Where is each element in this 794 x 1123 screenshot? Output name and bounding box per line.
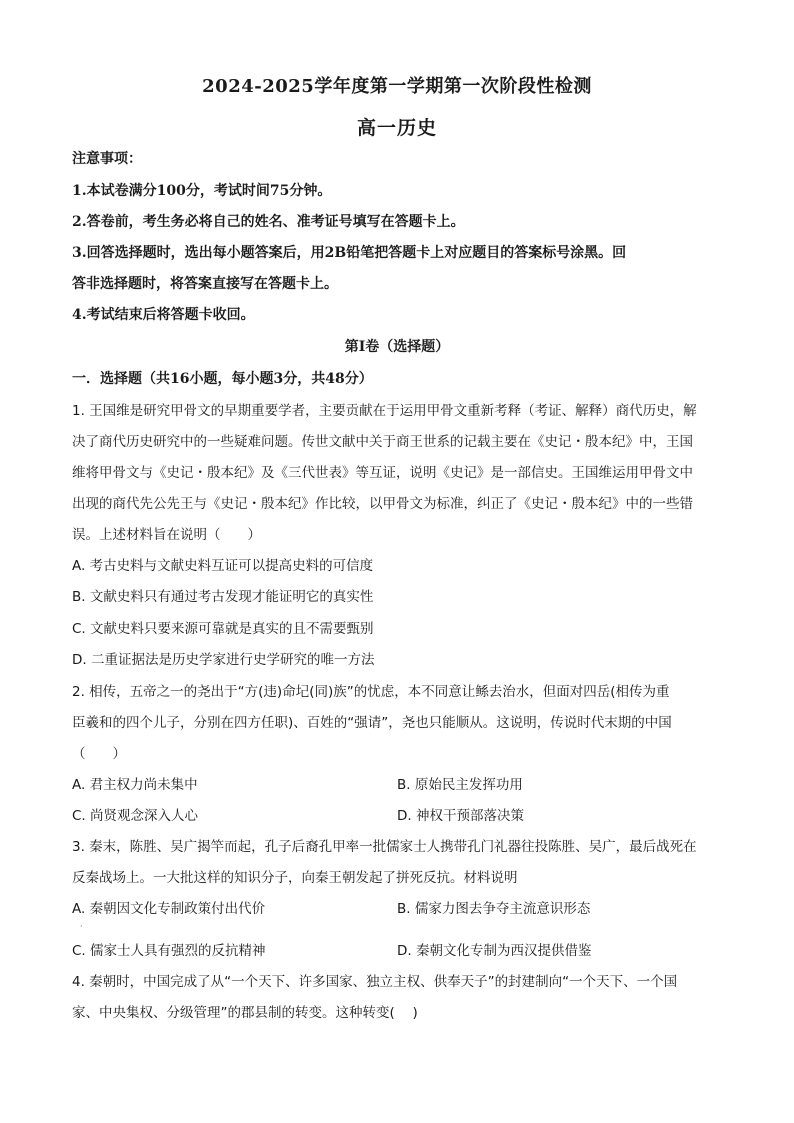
option-b: B. 儒家力图去争夺主流意识形态	[397, 901, 591, 917]
option-d: D. 二重证据法是历史学家进行史学研究的唯一方法	[72, 652, 375, 668]
question-line: 家、中央集权、分级管理”的郡县制的转变。这种转变( )	[72, 1005, 418, 1021]
question-line: 反秦战场上。一大批这样的知识分子，向秦王朝发起了拼死反抗。材料说明	[72, 870, 518, 886]
option-a: A. 考古史料与文献史料互证可以提高史料的可信度	[72, 558, 374, 574]
exam-title: 2024-2025学年度第一学期第一次阶段性检测	[202, 76, 592, 97]
question-line: 3. 秦末，陈胜、吴广揭竿而起，孔子后裔孔甲率一批儒家士人携带孔门礼器往投陈胜、吴广，最后战死在	[72, 839, 697, 855]
question-line: 2. 相传，五帝之一的尧出于“方(违)命圮(同)族”的忧虑，本不同意让鲧去治水，但面对四岳(相传为重	[72, 684, 670, 700]
subject-title: 高一历史	[356, 117, 437, 139]
notice-item: 2.答卷前，考生务必将自己的姓名、准考证号填写在答题卡上。	[72, 214, 465, 230]
stray-dot: ·	[80, 922, 83, 931]
question-line: 维将甲骨文与《史记・殷本纪》及《三代世表》等互证，说明《史记》是一部信史。王国维运用甲骨文中	[72, 465, 693, 481]
option-b: B. 原始民主发挥功用	[397, 777, 523, 793]
question-line: 臣羲和的四个儿子，分别在四方任职)、百姓的“强请”，尧也只能顺从。这说明，传说时代末期的中国	[72, 715, 672, 731]
option-d: D. 秦朝文化专制为西汉提供借鉴	[397, 943, 592, 959]
option-c: C. 尚贤观念深入人心	[72, 808, 199, 824]
question-line: 4. 秦朝时，中国完成了从“一个天下、许多国家、独立主权、供奉天子”的封建制向“一个天下、一个国	[72, 974, 678, 990]
option-a: A. 君主权力尚未集中	[72, 777, 198, 793]
option-a: A. 秦朝因文化专制政策付出代价	[72, 901, 266, 917]
question-line: （ ）	[72, 746, 126, 762]
notice-item: 4.考试结束后将答题卡收回。	[72, 307, 255, 323]
option-c: C. 儒家士人具有强烈的反抗精神	[72, 943, 266, 959]
notice-item: 1.本试卷满分100分，考试时间75分钟。	[72, 183, 332, 199]
notice-item: 3.回答选择题时，选出每小题答案后，用2B铅笔把答题卡上对应题目的答案标号涂黑。回	[72, 245, 627, 261]
option-c: C. 文献史料只要来源可靠就是真实的且不需要甄别	[72, 621, 374, 637]
question-line: 出现的商代先公先王与《史记・殷本纪》作比较，以甲骨文为标准，纠正了《史记・殷本纪》中的一些错	[72, 496, 693, 512]
question-line: 决了商代历史研究中的一些疑难问题。传世文献中关于商王世系的记载主要在《史记・殷本纪》中，王国	[72, 434, 693, 450]
option-b: B. 文献史料只有通过考古发现才能证明它的真实性	[72, 589, 374, 605]
notice-heading: 注意事项：	[72, 151, 142, 167]
question-line: 1. 王国维是研究甲骨文的早期重要学者，主要贡献在于运用甲骨文重新考释（考证、解释）商代历史，解	[72, 403, 697, 419]
part-title: 第Ⅰ卷（选择题）	[344, 339, 450, 355]
question-line: 误。上述材料旨在说明（ ）	[72, 527, 261, 543]
option-d: D. 神权干预部落决策	[397, 808, 524, 824]
section-heading: 一．选择题（共16小题，每小题3分，共48分）	[72, 371, 373, 387]
notice-item: 答非选择题时，将答案直接写在答题卡上。	[72, 276, 338, 292]
